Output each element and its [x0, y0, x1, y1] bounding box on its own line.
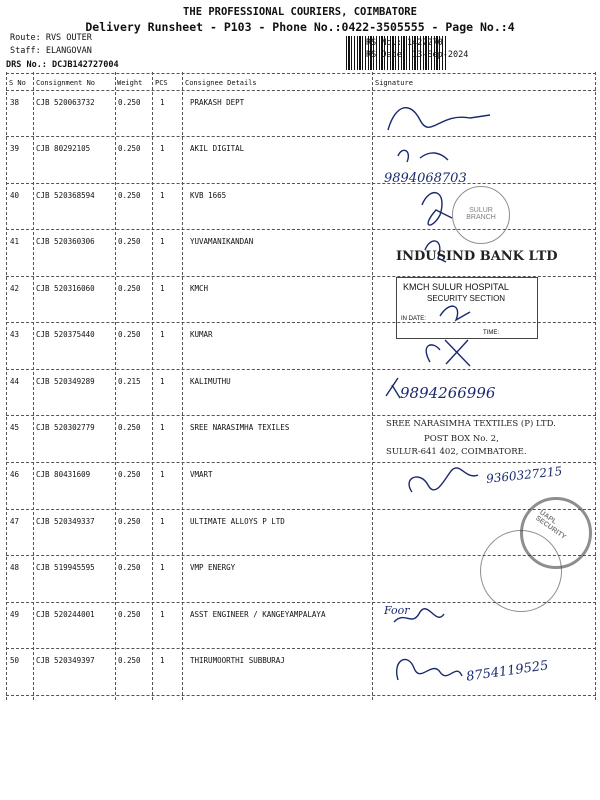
- row-weight: 0.215: [118, 377, 141, 386]
- signature-50-phone: 8754119525: [465, 658, 550, 685]
- row-weight: 0.250: [118, 423, 141, 432]
- indusind-bank-stamp: INDUSIND BANK LTD: [396, 249, 558, 264]
- row-pcs: 1: [160, 330, 165, 339]
- row-pcs: 1: [160, 144, 165, 153]
- row-consignment: CJB 520349397: [36, 656, 95, 665]
- col-header-weight: Weight: [117, 79, 143, 87]
- row-consignee: KUMAR: [190, 330, 213, 339]
- row-consignment: CJB 519945595: [36, 563, 95, 572]
- row-weight: 0.250: [118, 98, 141, 107]
- row-consignment: CJB 520349289: [36, 377, 95, 386]
- row-sno: 41: [10, 237, 20, 246]
- kmch-security-stamp: [396, 277, 538, 339]
- row-sno: 49: [10, 610, 20, 619]
- staff-label: Staff: ELANGOVAN: [10, 46, 92, 56]
- row-consignee: THIRUMOORTHI SUBBURAJ: [190, 656, 285, 665]
- row-weight: 0.250: [118, 144, 141, 153]
- row-pcs: 1: [160, 191, 165, 200]
- row-consignee: KMCH: [190, 284, 209, 293]
- signature-50: [397, 659, 462, 680]
- row-sno: 39: [10, 144, 20, 153]
- round-stamp: [480, 530, 562, 612]
- row-pcs: 1: [160, 563, 165, 572]
- row-sno: 46: [10, 470, 20, 479]
- route-label: Route: RVS OUTER: [10, 33, 92, 43]
- signature-49-text: Foor: [384, 604, 410, 617]
- signature-46-phone: 9360327215: [485, 464, 563, 486]
- row-weight: 0.250: [118, 517, 141, 526]
- row-pcs: 1: [160, 98, 165, 107]
- stamp-subtitle: SECURITY SECTION: [427, 294, 506, 303]
- row-weight: 0.250: [118, 330, 141, 339]
- signature-40: [422, 193, 452, 225]
- row-pcs: 1: [160, 517, 165, 526]
- row-consignment: CJB 520375440: [36, 330, 95, 339]
- row-weight: 0.250: [118, 237, 141, 246]
- signature-44: [386, 378, 400, 398]
- row-weight: 0.250: [118, 284, 141, 293]
- row-consignee: ULTIMATE ALLOYS P LTD: [190, 517, 285, 526]
- row-consignment: CJB 520244001: [36, 610, 95, 619]
- row-consignee: VMART: [190, 470, 213, 479]
- sulur-branch-stamp: [452, 186, 510, 244]
- runsheet-subtitle: Delivery Runsheet - P103 - Phone No.:0422-3505555 - Page No.:4: [85, 20, 515, 34]
- stamp-text: SULUR BRANCH: [466, 207, 496, 221]
- col-header-signature: Signature: [375, 79, 413, 87]
- row-consignee: SREE NARASIMHA TEXILES: [190, 423, 290, 432]
- row-pcs: 1: [160, 237, 165, 246]
- signature-39: [398, 150, 448, 162]
- row-sno: 48: [10, 563, 20, 572]
- row-sno: 40: [10, 191, 20, 200]
- row-sno: 38: [10, 98, 20, 107]
- row-pcs: 1: [160, 656, 165, 665]
- row-consignment: CJB 520316060: [36, 284, 95, 293]
- rs-date: RS Date: 13-Sep-2024: [366, 50, 469, 60]
- company-title: THE PROFESSIONAL COURIERS, COIMBATORE: [183, 6, 417, 18]
- row-consignment: CJB 520368594: [36, 191, 95, 200]
- col-header-consignment: Consignment No: [36, 79, 96, 87]
- rs-number: RS No.: 1427270: [366, 38, 443, 48]
- row-consignee: YUVAMANIKANDAN: [190, 237, 254, 246]
- row-consignment: CJB 80431609: [36, 470, 91, 479]
- row-sno: 45: [10, 423, 20, 432]
- stamp-title: KMCH SULUR HOSPITAL: [403, 282, 509, 292]
- signature-46: [409, 468, 478, 492]
- row-consignee: VMP ENERGY: [190, 563, 236, 572]
- row-pcs: 1: [160, 470, 165, 479]
- stamp-time-label: TIME:: [483, 330, 499, 336]
- row-sno: 42: [10, 284, 20, 293]
- row-pcs: 1: [160, 284, 165, 293]
- col-header-consignee: Consignee Details: [185, 79, 257, 87]
- col-header-sno: S No: [9, 79, 26, 87]
- row-pcs: 1: [160, 377, 165, 386]
- col-header-pcs: PCS: [155, 79, 168, 87]
- row-sno: 44: [10, 377, 20, 386]
- signature-39-phone: 9894068703: [384, 171, 467, 186]
- row-pcs: 1: [160, 423, 165, 432]
- row-consignment: CJB 520063732: [36, 98, 95, 107]
- row-consignment: CJB 520349337: [36, 517, 95, 526]
- row-weight: 0.250: [118, 563, 141, 572]
- row-consignee: PRAKASH DEPT: [190, 98, 245, 107]
- row-consignment: CJB 80292105: [36, 144, 91, 153]
- row-sno: 43: [10, 330, 20, 339]
- row-weight: 0.250: [118, 610, 141, 619]
- row-weight: 0.250: [118, 656, 141, 665]
- row-consignee: KVB 1665: [190, 191, 227, 200]
- row-consignee: ASST ENGINEER / KANGEYAMPALAYA: [190, 610, 326, 619]
- signature-44-phone: 9894266996: [400, 384, 496, 402]
- row-sno: 47: [10, 517, 20, 526]
- drs-label: DRS No.: DCJB142727004: [6, 60, 119, 70]
- stamp-date-label: IN DATE:: [401, 316, 426, 322]
- row-consignment: CJB 520360306: [36, 237, 95, 246]
- sree-narasimha-stamp-city: SULUR-641 402, COIMBATORE.: [386, 447, 527, 457]
- row-consignee: AKIL DIGITAL: [190, 144, 245, 153]
- sree-narasimha-stamp-box: POST BOX No. 2,: [424, 434, 499, 444]
- row-weight: 0.250: [118, 470, 141, 479]
- row-consignee: KALIMUTHU: [190, 377, 231, 386]
- row-pcs: 1: [160, 610, 165, 619]
- stamp-text: UAPL SECURITY: [534, 509, 568, 541]
- sree-narasimha-stamp-name: SREE NARASIMHA TEXTILES (P) LTD.: [386, 419, 556, 429]
- row-consignment: CJB 520302779: [36, 423, 95, 432]
- signature-43: [426, 340, 470, 366]
- row-weight: 0.250: [118, 191, 141, 200]
- row-sno: 50: [10, 656, 20, 665]
- signature-38: [388, 108, 490, 130]
